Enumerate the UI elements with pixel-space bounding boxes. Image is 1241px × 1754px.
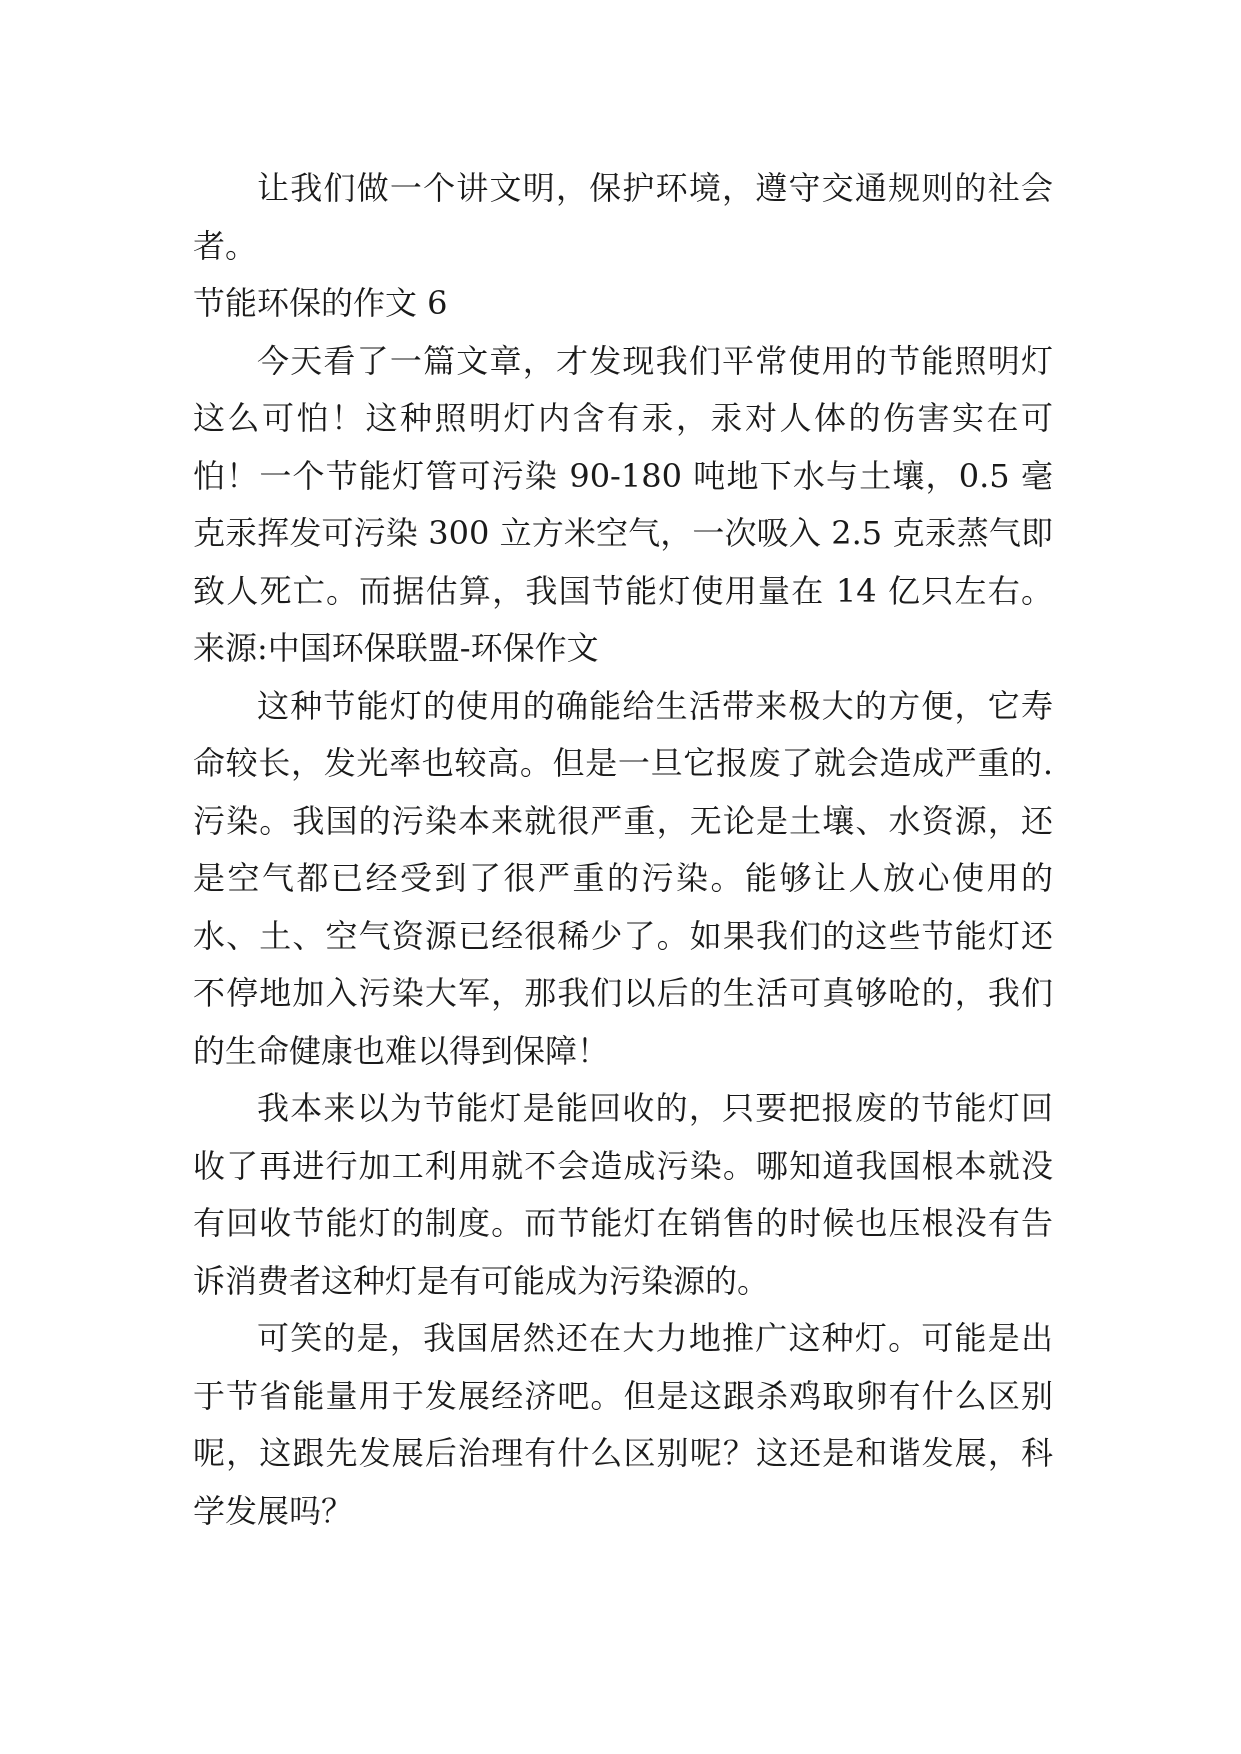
paragraph-recycling: 我本来以为节能灯是能回收的，只要把报废的节能灯回收了再进行加工利用就不会造成污染。哪知道我国根本就没有回收节能灯的制度。而节能灯在销售的时候也压根没有告诉消费者这种灯是有可能成为污染源的。 (193, 1089, 1053, 1300)
paragraph-conclusion: 可笑的是，我国居然还在大力地推广这种灯。可能是出于节省能量用于发展经济吧。但是这跟杀鸡取卵有什么区别呢，这跟先发展后治理有什么区别呢？这还是和谐发展，科学发展吗？ (193, 1319, 1053, 1530)
paragraph-closing: 让我们做一个讲文明，保护环境，遵守交通规则的社会者。 (193, 169, 1053, 265)
section-heading: 节能环保的作文 6 (193, 284, 448, 322)
document-body (193, 160, 1053, 1540)
paragraph-intro: 今天看了一篇文章，才发现我们平常使用的节能照明灯这么可怕！这种照明灯内含有汞，汞对人体的伤害实在可怕！一个节能灯管可污染 90-180 吨地下水与土壤，0.5 毫克汞挥发可污染 300 立方米空气，一次吸入 2.5 克汞蒸气即致人死亡。而据估算，我国节能灯使用量在 14 亿只左右。来源:中国环保联盟-环保作文 (193, 341, 1053, 667)
paragraph-pollution: 这种节能灯的使用的确能给生活带来极大的方便，它寿命较长，发光率也较高。但是一旦它报废了就会造成严重的.污染。我国的污染本来就很严重，无论是土壤、水资源，还是空气都已经受到了很严重的污染。能够让人放心使用的水、土、空气资源已经很稀少了。如果我们的这些节能灯还不停地加入污染大军，那我们以后的生活可真够呛的，我们的生命健康也难以得到保障！ (193, 686, 1053, 1070)
